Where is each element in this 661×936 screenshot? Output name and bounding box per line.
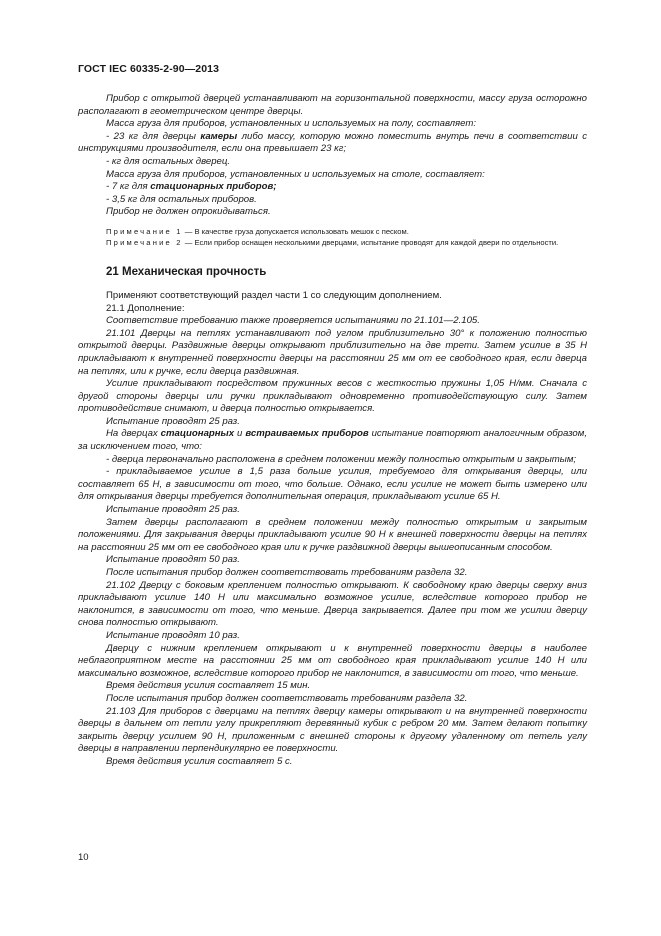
paragraph: Испытание проводят 25 раз. [106, 504, 240, 516]
paragraph: Дверцу с нижним креплением открывают и к внутренней поверхности дверцы в наиболее неблагоприятном месте на расстоянии 25 мм от свободного края прикладывают усилие 140 Н или максимально возможное, вследствие которого прибор не наклонится, в зависимости от того, что меньше. [78, 642, 587, 679]
paragraph: Испытание проводят 10 раз. [106, 629, 240, 641]
paragraph: Усилие прикладывают посредством пружинных весов с жесткостью пружины 1,05 Н/мм. Сначала с другой стороны дверцы или ручки прикладывают одновременно противодействующую силу. Затем противодействие снимают, и дверца полностью открывается. [78, 378, 587, 415]
paragraph: 21.101 Дверцы на петлях устанавливают под углом приблизительно 30° к положению полностью открытой дверцы. Раздвижные дверцы открывают приблизительно на две трети. Затем усилие в 35 Н прикладывают к внутренней поверхности дверцы на расстоянии 25 мм от ее свободного края, если дверца на петлях, или к ручке, если дверца раздвижная. [78, 327, 587, 377]
paragraph: Соответствие требованию также проверяется испытаниями по 21.101—2.105. [106, 315, 480, 327]
paragraph: Применяют соответствующий раздел части 1 со следующим дополнением. [106, 289, 442, 301]
paragraph: Испытание проводят 25 раз. [106, 415, 240, 427]
paragraph: Масса груза для приборов, установленных и используемых на полу, составляет: [106, 118, 477, 130]
page-header: ГОСТ IEC 60335-2-90—2013 [78, 63, 220, 75]
paragraph: Испытание проводят 50 раз. [106, 554, 240, 566]
paragraph: - кг для остальных дверец. [106, 155, 231, 167]
paragraph: На дверцах стационарных и встраиваемых приборов испытание повторяют аналогичным образом, за исключением того, что: [78, 428, 587, 453]
paragraph: - 7 кг для стационарных приборов; [106, 181, 277, 193]
document-body [78, 93, 587, 769]
note-1: Примечание 1 — В качестве груза допускается использовать мешок с песком. [106, 226, 409, 236]
paragraph: После испытания прибор должен соответствовать требованиям раздела 32. [106, 692, 468, 704]
paragraph: 21.102 Дверцу с боковым креплением полностью открывают. К свободному краю дверцы сверху вниз прикладывают усилие 140 Н или максимально возможное усилие, вследствие которого прибор не наклонится, в зависимости от того, что меньше. Дверца закрывается. Далее при том же усилии дверцу снова полностью открывают. [78, 579, 587, 629]
paragraph: - 23 кг для дверцы камеры либо массу, которую можно поместить внутрь печи в соответствии с инструкциями производителя, если она превышает 23 кг; [78, 130, 587, 155]
paragraph: - дверца первоначально расположена в среднем положении между полностью открытым и закрытым; [106, 453, 577, 465]
paragraph: 21.1 Дополнение: [106, 302, 185, 314]
paragraph: Время действия усилия составляет 15 мин. [106, 680, 311, 692]
paragraph: - 3,5 кг для остальных приборов. [106, 193, 257, 205]
note-2: Примечание 2 — Если прибор оснащен несколькими дверцами, испытание проводят для каждой двери по отдельности. [106, 237, 559, 247]
paragraph: После испытания прибор должен соответствовать требованиям раздела 32. [106, 567, 468, 578]
page-number: 10 [78, 852, 89, 863]
paragraph: Время действия усилия составляет 5 с. [106, 755, 293, 767]
paragraph: Затем дверцы располагают в среднем положении между полностью открытым и закрытым положениями. Для закрывания дверцы прикладывают усилие 90 Н к внешней поверхности дверцы на петлях на расстоянии 25 мм от ее свободного края или к ручке раздвижной дверцы вышеописанным способом. [78, 516, 587, 553]
paragraph: Прибор не должен опрокидываться. [106, 206, 271, 218]
paragraph: Масса груза для приборов, установленных и используемых на столе, составляет: [106, 168, 485, 180]
section-title: 21 Механическая прочность [106, 265, 267, 278]
paragraph: Прибор с открытой дверцей устанавливают на горизонтальной поверхности, массу груза осторожно располагают в геометрическом центре дверцы. [78, 93, 587, 117]
paragraph: 21.103 Для приборов с дверцами на петлях дверцу камеры открывают и на внутренней поверхности дверцы в дальнем от петли углу прикрепляют деревянный кубик с ребром 20 мм. Затем делают попытку закрыть дверцу усилием 90 Н, приложенным с внешней стороны к другому удаленному от петель углу дверцы в направлении перпендикулярно ее поверхности. [78, 705, 587, 755]
paragraph: - прикладываемое усилие в 1,5 раза больше усилия, требуемого для открывания дверцы, или составляет 65 Н, в зависимости от того, что больше. Однако, если усилие не может быть измерено или для открывания дверцы требуется дополнительная операция, прикладывают усилие 65 Н. [78, 466, 587, 503]
